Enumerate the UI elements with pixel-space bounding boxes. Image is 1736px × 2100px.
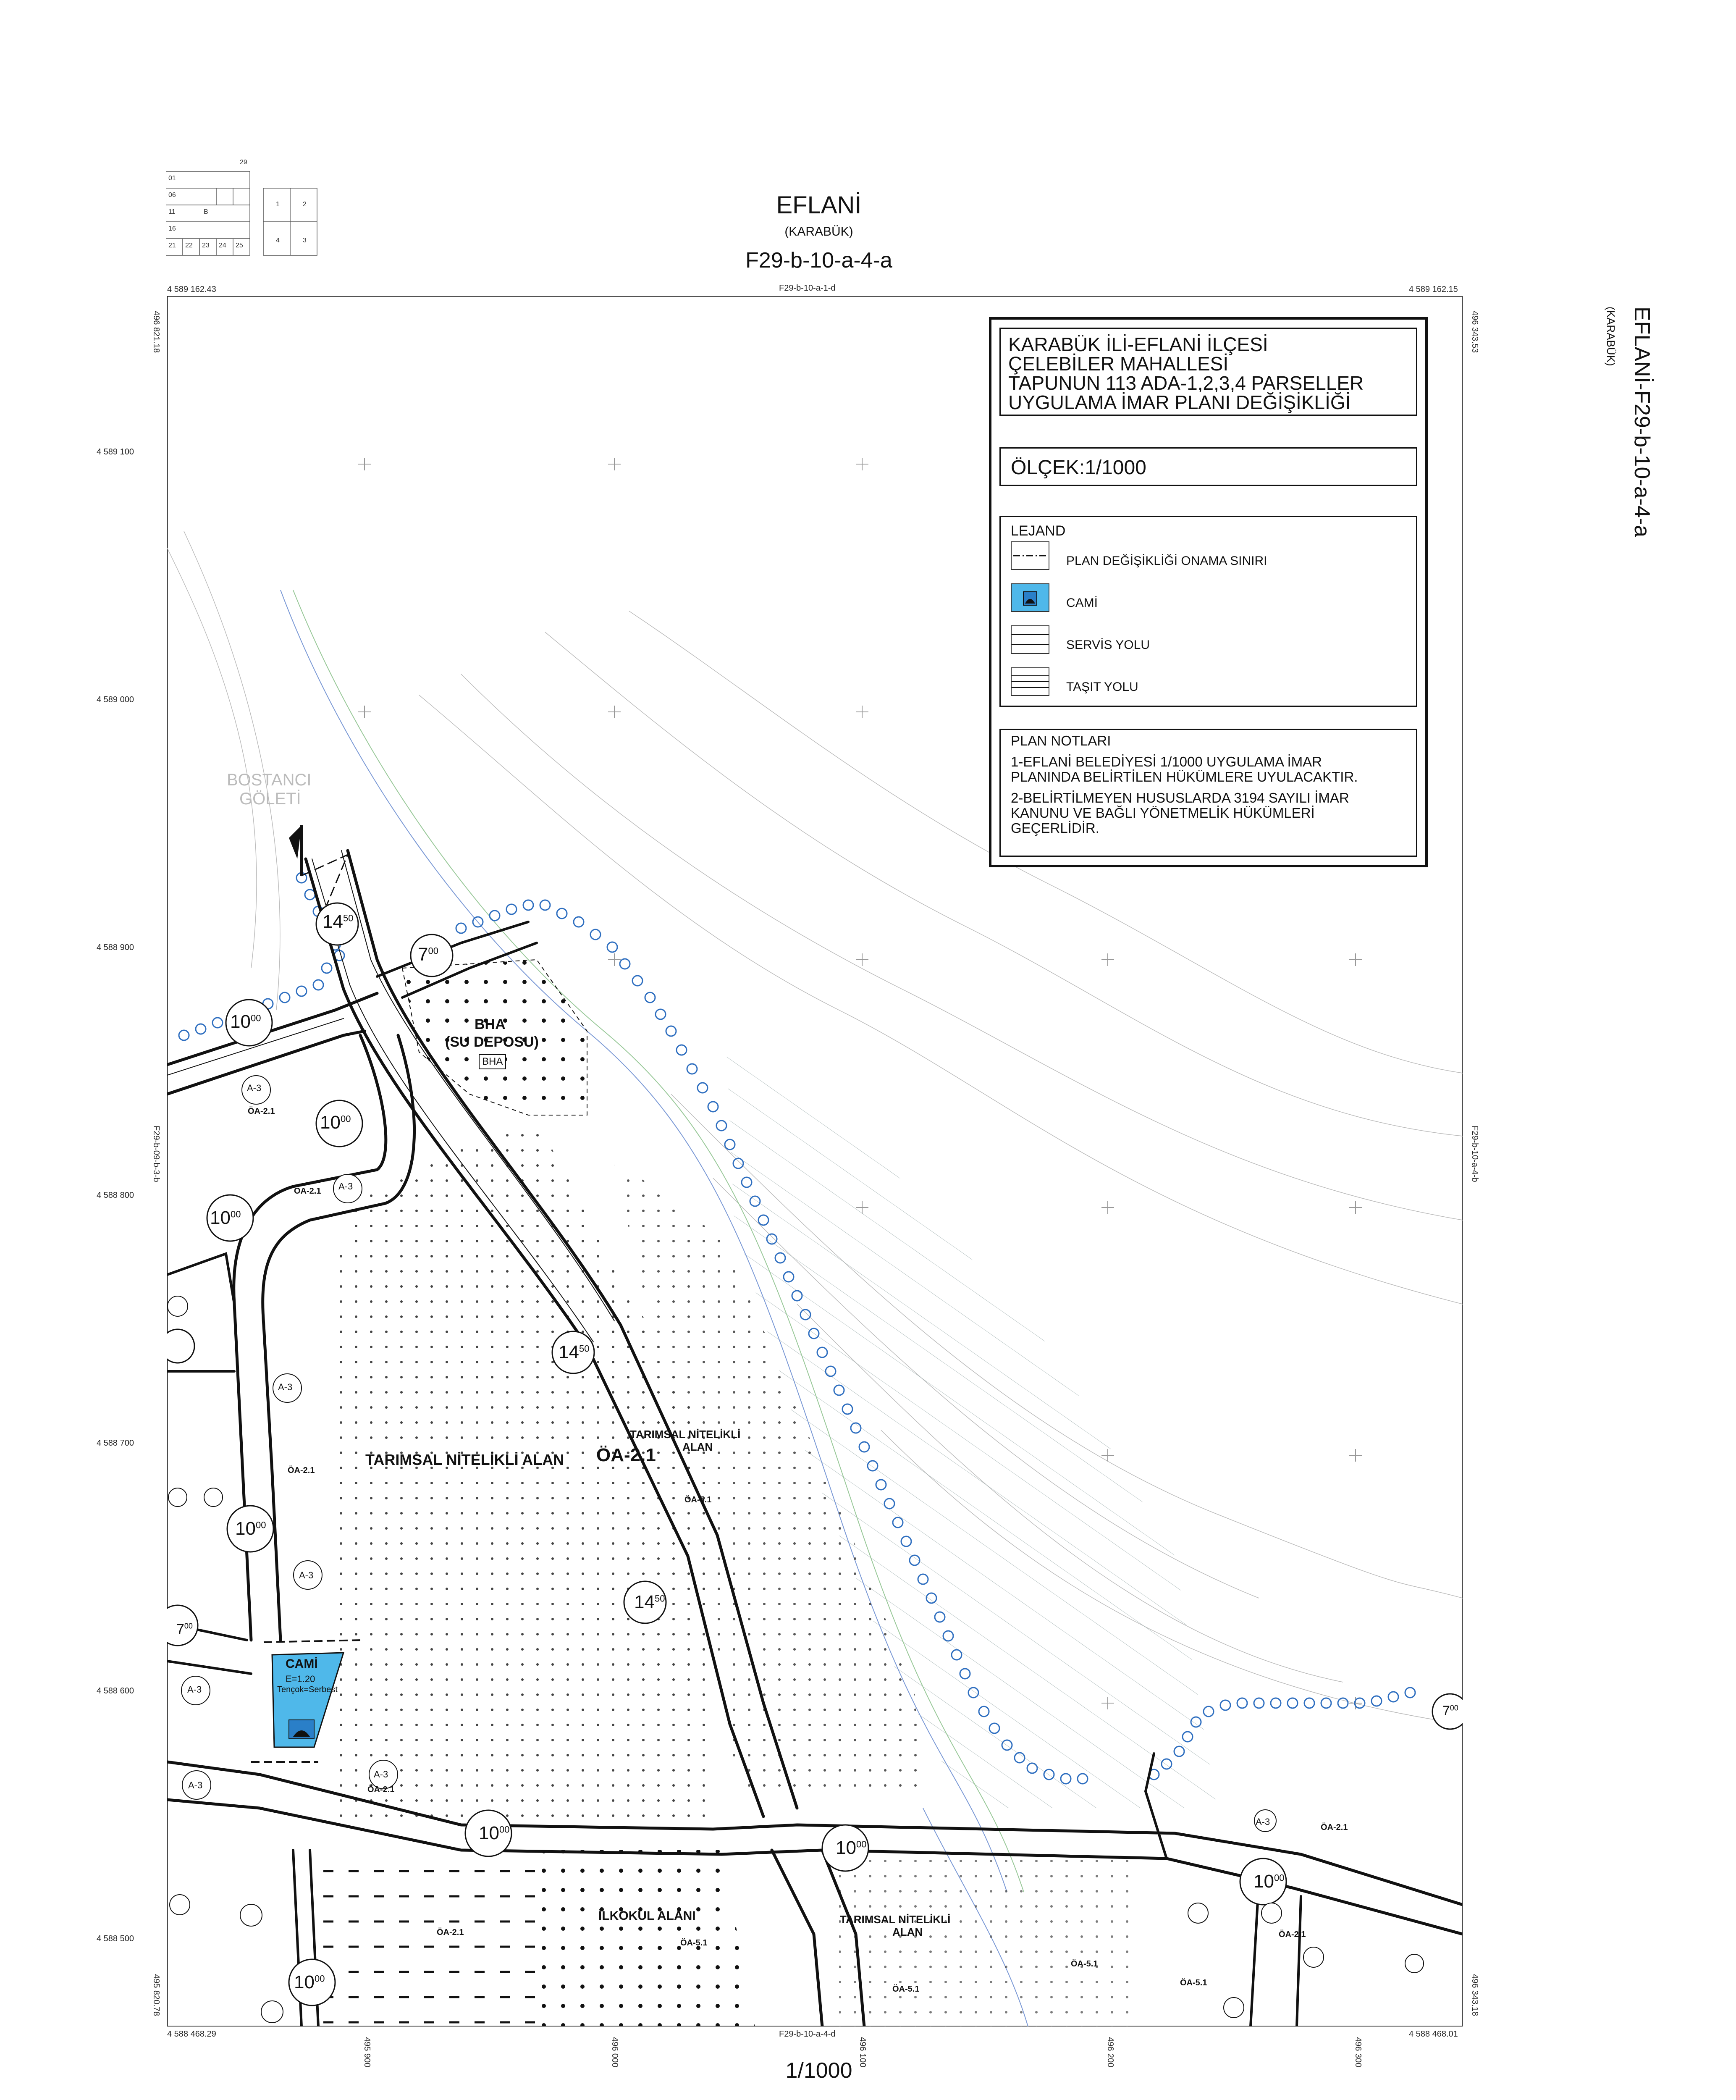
northing-label: 4 588 700 — [97, 1438, 134, 1448]
boundary-line-icon — [1011, 541, 1049, 570]
zone-a3-label: A-3 — [247, 1083, 262, 1093]
road-width-label: $7^{00}$ — [176, 1621, 193, 1637]
side-title-main: EFLANİ-F29-b-10-a-4-a — [1630, 307, 1654, 538]
road-width-label: $7^{00}$ — [418, 944, 438, 965]
legend-label: PLAN DEĞİŞİKLİĞİ ONAMA SINIRI — [1066, 554, 1267, 568]
easting-label: 496 300 — [1353, 2037, 1363, 2068]
sheet-number: F29-b-10-a-4-a — [745, 248, 892, 273]
zone-oa21-label: ÖA-2.1 — [596, 1445, 656, 1465]
map-subtitle: (KARABÜK) — [784, 225, 853, 239]
zone-oa21-label: ÖA-2.1 — [437, 1928, 464, 1937]
zone-a3-label: A-3 — [1256, 1816, 1270, 1827]
legend-label: TAŞIT YOLU — [1066, 680, 1138, 694]
legend-label: CAMİ — [1066, 596, 1098, 610]
zone-oa21-label: ÖA-2.1 — [294, 1186, 321, 1196]
coord-left-bottom-vertical: 495 820.78 — [152, 1974, 161, 2016]
plan-note-line: 1-EFLANİ BELEDİYESİ 1/1000 UYGULAMA İMAR — [1011, 754, 1322, 769]
index-row: 25 — [236, 242, 243, 249]
index-letter: B — [204, 208, 208, 215]
zone-oa51-label: ÖA-5.1 — [1180, 1978, 1207, 1987]
northing-label: 4 589 000 — [97, 695, 134, 704]
zone-a3-label: A-3 — [374, 1769, 388, 1780]
coord-right-top-vertical: 496 343.53 — [1470, 311, 1479, 353]
coord-right-bottom-vertical: 496 343.18 — [1470, 1974, 1479, 2016]
plan-title-line: TAPUNUN 113 ADA-1,2,3,4 PARSELLER — [1008, 372, 1364, 394]
northing-label: 4 588 500 — [97, 1934, 134, 1943]
bha-label: BHA — [475, 1016, 506, 1032]
index-row: 21 — [168, 242, 176, 249]
northing-label: 4 588 800 — [97, 1191, 134, 1200]
zone-oa21-label: ÖA-2.1 — [367, 1785, 395, 1794]
agricultural-area-label: TARIMSAL NİTELİKLİ — [840, 1913, 951, 1926]
index-quadrant: 2 — [303, 201, 307, 208]
index-quadrant: 3 — [303, 237, 307, 244]
plan-title-box — [999, 328, 1417, 416]
index-row: 23 — [202, 242, 210, 249]
zone-oa51-label: ÖA-5.1 — [892, 1984, 920, 1994]
index-quadrant: 1 — [276, 201, 280, 208]
plan-title-line: ÇELEBİLER MAHALLESİ — [1008, 353, 1229, 375]
map-title: EFLANİ — [776, 192, 862, 219]
northing-label: 4 588 900 — [97, 943, 134, 952]
zone-oa51-label: ÖA-5.1 — [1071, 1959, 1098, 1969]
vehicle-road-icon — [1011, 667, 1049, 696]
northing-label: 4 588 600 — [97, 1686, 134, 1696]
plan-note-line: 2-BELİRTİLMEYEN HUSUSLARDA 3194 SAYILI İMAR — [1011, 790, 1349, 806]
easting-label: 495 900 — [362, 2037, 372, 2068]
scale-label: ÖLÇEK:1/1000 — [1011, 457, 1146, 479]
index-quadrant: 4 — [276, 237, 280, 244]
mosque-height-label: Tençok=Serbest — [277, 1685, 338, 1694]
plan-note-line: PLANINDA BELİRTİLEN HÜKÜMLERE UYULACAKTIR. — [1011, 769, 1358, 785]
road-width-label: $14^{50}$ — [559, 1342, 590, 1362]
road-width-label: $7^{00}$ — [1442, 1703, 1458, 1718]
legend-box — [999, 516, 1417, 707]
mosque-icon — [1011, 583, 1049, 612]
zone-oa21-label: ÖA-2.1 — [248, 1107, 275, 1116]
footer-scale: 1/1000 — [785, 2058, 852, 2083]
south-sheet: F29-b-10-a-4-d — [779, 2029, 836, 2039]
easting-label: 496 000 — [610, 2037, 619, 2068]
plan-notes-title: PLAN NOTLARI — [1011, 733, 1111, 748]
agricultural-area-label: TARIMSAL NİTELİKLİ ALAN — [365, 1451, 564, 1468]
mosque-far-label: E=1.20 — [286, 1674, 315, 1684]
index-row: 01 — [168, 175, 176, 182]
road-width-label: $10^{00}$ — [1253, 1871, 1285, 1892]
index-map — [166, 159, 325, 264]
road-width-label: $10^{00}$ — [479, 1823, 510, 1843]
index-row: 24 — [219, 242, 226, 249]
index-row: 22 — [185, 242, 193, 249]
zone-a3-label: A-3 — [278, 1382, 293, 1392]
coord-left-top-vertical: 496 821.18 — [152, 311, 161, 353]
coord-bottom-right: 4 588 468.01 — [1409, 2029, 1458, 2039]
index-row: 06 — [168, 192, 176, 199]
index-row: 11 — [168, 208, 176, 215]
coord-bottom-left: 4 588 468.29 — [167, 2029, 216, 2039]
road-width-label: $14^{50}$ — [634, 1592, 665, 1612]
zone-a3-label: A-3 — [188, 1780, 203, 1790]
plan-note-line: GEÇERLİDİR. — [1011, 820, 1099, 836]
plan-notes-box — [999, 729, 1417, 857]
mosque-label: CAMİ — [286, 1657, 318, 1671]
zone-a3-label: A-3 — [299, 1570, 314, 1580]
index-top-number: 29 — [240, 159, 247, 166]
coord-top-right: 4 589 162.15 — [1409, 285, 1458, 294]
side-title — [1605, 307, 1676, 685]
road-width-label: $10^{00}$ — [836, 1838, 867, 1858]
northing-label: 4 589 100 — [97, 447, 134, 457]
zone-a3-label: A-3 — [187, 1684, 202, 1695]
zone-oa21-label: ÖA-2.1 — [288, 1466, 315, 1475]
zone-oa21-label: ÖA-2.1 — [1321, 1823, 1348, 1832]
pond-label: BOSTANCI — [227, 771, 312, 789]
agricultural-area-label: TARIMSAL NİTELİKLİ — [630, 1428, 741, 1441]
agricultural-area-label: ALAN — [682, 1441, 713, 1453]
west-sheet: F29-b-09-b-3-b — [152, 1126, 161, 1182]
road-width-label: $10^{00}$ — [320, 1112, 351, 1133]
easting-label: 496 100 — [858, 2037, 867, 2068]
index-row: 16 — [168, 225, 176, 232]
north-sheet: F29-b-10-a-1-d — [779, 284, 836, 293]
agricultural-area-label: ALAN — [892, 1926, 923, 1938]
plan-title-line: KARABÜK İLİ-EFLANİ İLÇESİ — [1008, 333, 1268, 355]
pond-label: GÖLETİ — [239, 790, 301, 808]
zone-oa51-label: ÖA-5.1 — [680, 1938, 708, 1948]
zone-oa51-label: ÖA-5.1 — [684, 1495, 712, 1504]
road-width-label: $10^{00}$ — [294, 1972, 325, 1992]
zone-oa21-label: ÖA-2.1 — [1279, 1930, 1306, 1939]
plan-note-line: KANUNU VE BAĞLI YÖNETMELİK HÜKÜMLERİ — [1011, 805, 1315, 821]
zone-a3-label: A-3 — [338, 1181, 353, 1192]
legend-label: SERVİS YOLU — [1066, 638, 1150, 652]
plan-title-line: UYGULAMA İMAR PLANI DEĞİŞİKLİĞİ — [1008, 391, 1351, 413]
road-width-label: $10^{00}$ — [210, 1208, 241, 1228]
legend-title: LEJAND — [1011, 523, 1066, 539]
east-sheet: F29-b-10-a-4-b — [1470, 1126, 1479, 1182]
school-area-label: İLKOKUL ALANI — [598, 1909, 696, 1923]
service-road-icon — [1011, 625, 1049, 654]
coord-top-left: 4 589 162.43 — [167, 285, 216, 294]
road-width-label: $14^{50}$ — [323, 911, 354, 932]
bha-label: (SU DEPOSU) — [445, 1034, 539, 1050]
easting-label: 496 200 — [1106, 2037, 1115, 2068]
scale-box — [999, 447, 1417, 486]
road-width-label: $10^{00}$ — [230, 1011, 261, 1032]
side-title-sub: (KARABÜK) — [1605, 307, 1617, 366]
road-width-label: $10^{00}$ — [235, 1518, 266, 1539]
bha-box: BHA — [479, 1054, 506, 1069]
